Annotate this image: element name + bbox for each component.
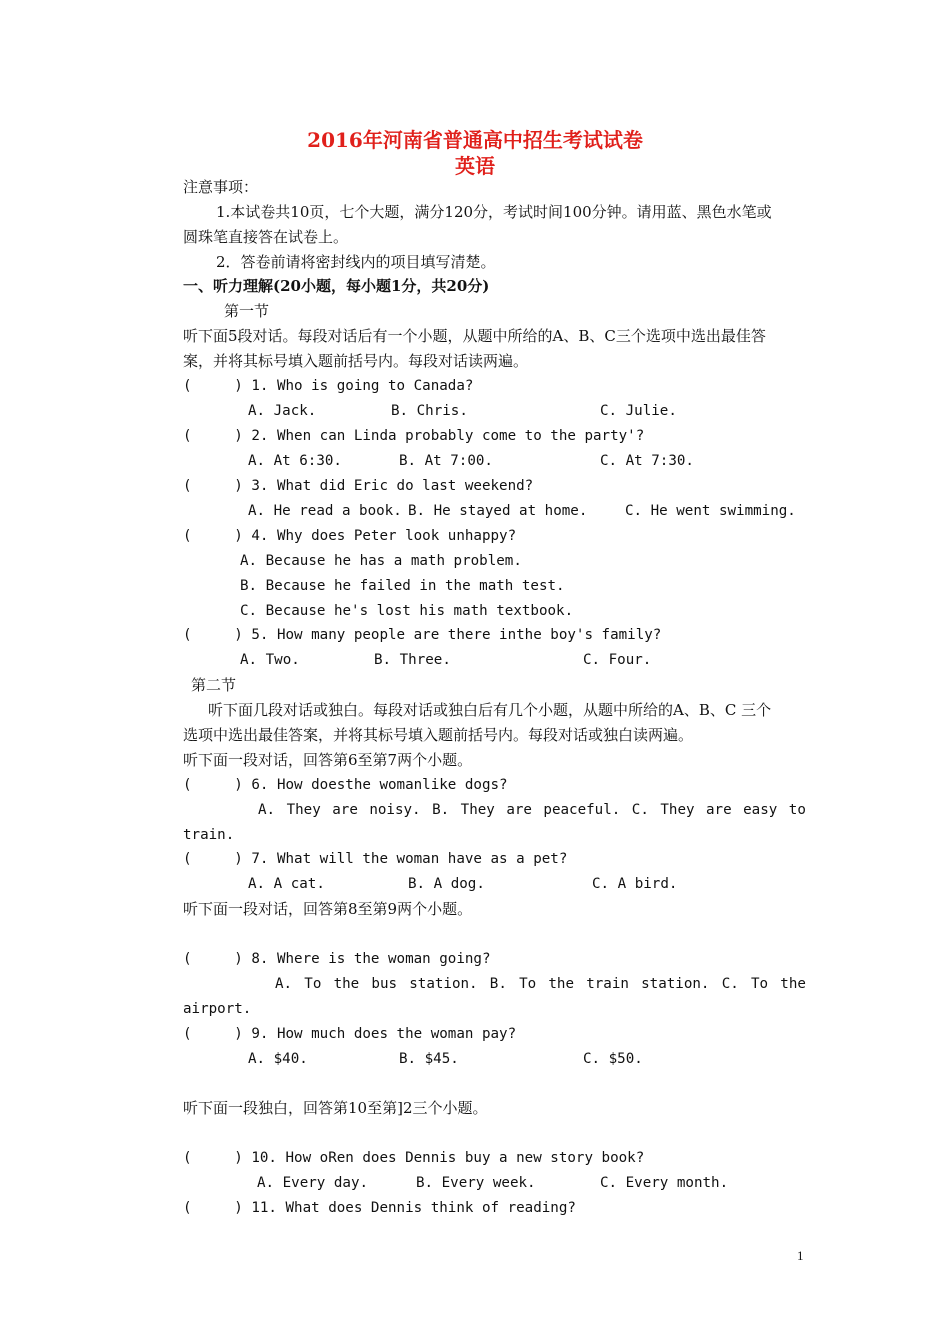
q6-option-b-w1: They xyxy=(460,802,495,818)
q6-option-a-w3: noisy. xyxy=(369,802,421,818)
notice-item-1-cont: 圆珠笔直接答在试卷上。 xyxy=(183,228,349,246)
part-2-instructions: 听下面几段对话或独白。每段对话或独白后有几个小题，从题中所给的A、B、C 三个 xyxy=(208,701,772,719)
q10-option-b: B. Every week. xyxy=(416,1175,536,1191)
notice-item-2: 2．答卷前请将密封线内的项目填写清楚。 xyxy=(216,253,496,271)
q8-option-a-w4: station. xyxy=(409,976,478,992)
q6-option-a-letter: A. xyxy=(258,802,276,818)
q4-option-c: C. Because he's lost his math textbook. xyxy=(240,603,574,619)
q9-option-a: A. $40. xyxy=(248,1051,308,1067)
question-7: ( ) 7. What will the woman have as a pet? xyxy=(183,851,568,867)
q6-option-a-w2: are xyxy=(332,802,358,818)
question-3: ( ) 3. What did Eric do last weekend? xyxy=(183,478,534,494)
q6-options xyxy=(258,800,806,820)
q5-option-c: C. Four. xyxy=(583,652,652,668)
q1-option-a: A. Jack. xyxy=(248,403,317,419)
group-3-instructions: 听下面一段独白，回答第10至第]2三个小题。 xyxy=(183,1099,488,1117)
q8-option-b-w3: train xyxy=(586,976,629,992)
q8-option-b-w1: To xyxy=(519,976,537,992)
q1-option-c: C. Julie. xyxy=(600,403,677,419)
part-1-instructions-cont: 案，并将其标号填入题前括号内。每段对话读两遍。 xyxy=(183,352,529,370)
q8-option-b-letter: B. xyxy=(489,976,507,992)
question-5: ( ) 5. How many people are there inthe boy's family? xyxy=(183,627,662,643)
q8-options xyxy=(275,974,806,994)
q7-option-a: A. A cat. xyxy=(248,876,325,892)
group-2-instructions: 听下面一段对话，回答第8至第9两个小题。 xyxy=(183,900,473,918)
q8-option-b-w2: the xyxy=(548,976,575,992)
q8-option-c-letter: C. xyxy=(721,976,739,992)
q8-option-a-w2: the xyxy=(333,976,360,992)
q8-option-a-letter: A. xyxy=(275,976,293,992)
q6-option-c-w2: are xyxy=(706,802,732,818)
question-4: ( ) 4. Why does Peter look unhappy? xyxy=(183,528,517,544)
question-11: ( ) 11. What does Dennis think of reading? xyxy=(183,1200,576,1216)
q4-option-a: A. Because he has a math problem. xyxy=(240,553,522,569)
q8-option-c-w2: the xyxy=(780,976,806,992)
q8-option-a-w1: To xyxy=(304,976,322,992)
q10-option-c: C. Every month. xyxy=(600,1175,729,1191)
question-8: ( ) 8. Where is the woman going? xyxy=(183,951,491,967)
q7-option-c: C. A bird. xyxy=(592,876,678,892)
page-number: 1 xyxy=(797,1248,804,1263)
q3-option-c: C. He went swimming. xyxy=(625,503,796,519)
q3-option-b: B. He stayed at home. xyxy=(408,503,588,519)
exam-subject: 英语 xyxy=(455,154,495,178)
part-2-instructions-cont: 选项中选出最佳答案，并将其标号填入题前括号内。每段对话或独白读两遍。 xyxy=(183,726,694,744)
q5-option-a: A. Two. xyxy=(240,652,300,668)
q9-option-b: B. $45. xyxy=(399,1051,459,1067)
q6-option-c-letter: C. xyxy=(631,802,649,818)
q4-option-b: B. Because he failed in the math test. xyxy=(240,578,565,594)
q8-option-c-cont: airport. xyxy=(183,1001,252,1017)
q6-option-c-cont: train. xyxy=(183,827,235,843)
part-2-label: 第二节 xyxy=(191,676,237,694)
q10-option-a: A. Every day. xyxy=(257,1175,369,1191)
question-6: ( ) 6. How doesthe womanlike dogs? xyxy=(183,777,508,793)
q5-option-b: B. Three. xyxy=(374,652,451,668)
q6-option-b-w3: peaceful. xyxy=(543,802,621,818)
notice-item-1: 1.本试卷共10页，七个大题，满分120分，考试时间100分钟。请用蓝、黑色水笔或 xyxy=(216,203,772,221)
q7-option-b: B. A dog. xyxy=(408,876,485,892)
question-2: ( ) 2. When can Linda probably come to the party'? xyxy=(183,428,645,444)
notice-heading: 注意事项： xyxy=(183,178,259,196)
q8-option-c-w1: To xyxy=(750,976,769,992)
question-10: ( ) 10. How oRen does Dennis buy a new story book? xyxy=(183,1150,645,1166)
q6-option-c-w1: They xyxy=(660,802,695,818)
q8-option-a-w3: bus xyxy=(371,976,398,992)
part-1-label: 第一节 xyxy=(224,302,270,320)
q2-option-b: B. At 7:00. xyxy=(399,453,493,469)
q1-option-b: B. Chris. xyxy=(391,403,468,419)
section-1-heading: 一、听力理解(20小题，每小题1分，共20分) xyxy=(183,277,490,295)
q6-option-b-w2: are xyxy=(506,802,532,818)
q6-option-a-w1: They xyxy=(286,802,321,818)
question-9: ( ) 9. How much does the woman pay? xyxy=(183,1026,517,1042)
q9-option-c: C. $50. xyxy=(583,1051,643,1067)
exam-title: 2016年河南省普通高中招生考试试卷 xyxy=(307,128,643,152)
q6-option-b-letter: B. xyxy=(432,802,450,818)
q6-option-c-w3: easy xyxy=(743,802,778,818)
q3-option-a: A. He read a book. xyxy=(248,503,402,519)
question-1: ( ) 1. Who is going to Canada? xyxy=(183,378,474,394)
q2-option-c: C. At 7:30. xyxy=(600,453,694,469)
q8-option-b-w4: station. xyxy=(641,976,710,992)
part-1-instructions: 听下面5段对话。每段对话后有一个小题，从题中所给的A、B、C三个选项中选出最佳答 xyxy=(183,327,766,345)
q2-option-a: A. At 6:30. xyxy=(248,453,342,469)
group-1-instructions: 听下面一段对话，回答第6至第7两个小题。 xyxy=(183,751,473,769)
q6-option-c-w4: to xyxy=(788,802,806,818)
